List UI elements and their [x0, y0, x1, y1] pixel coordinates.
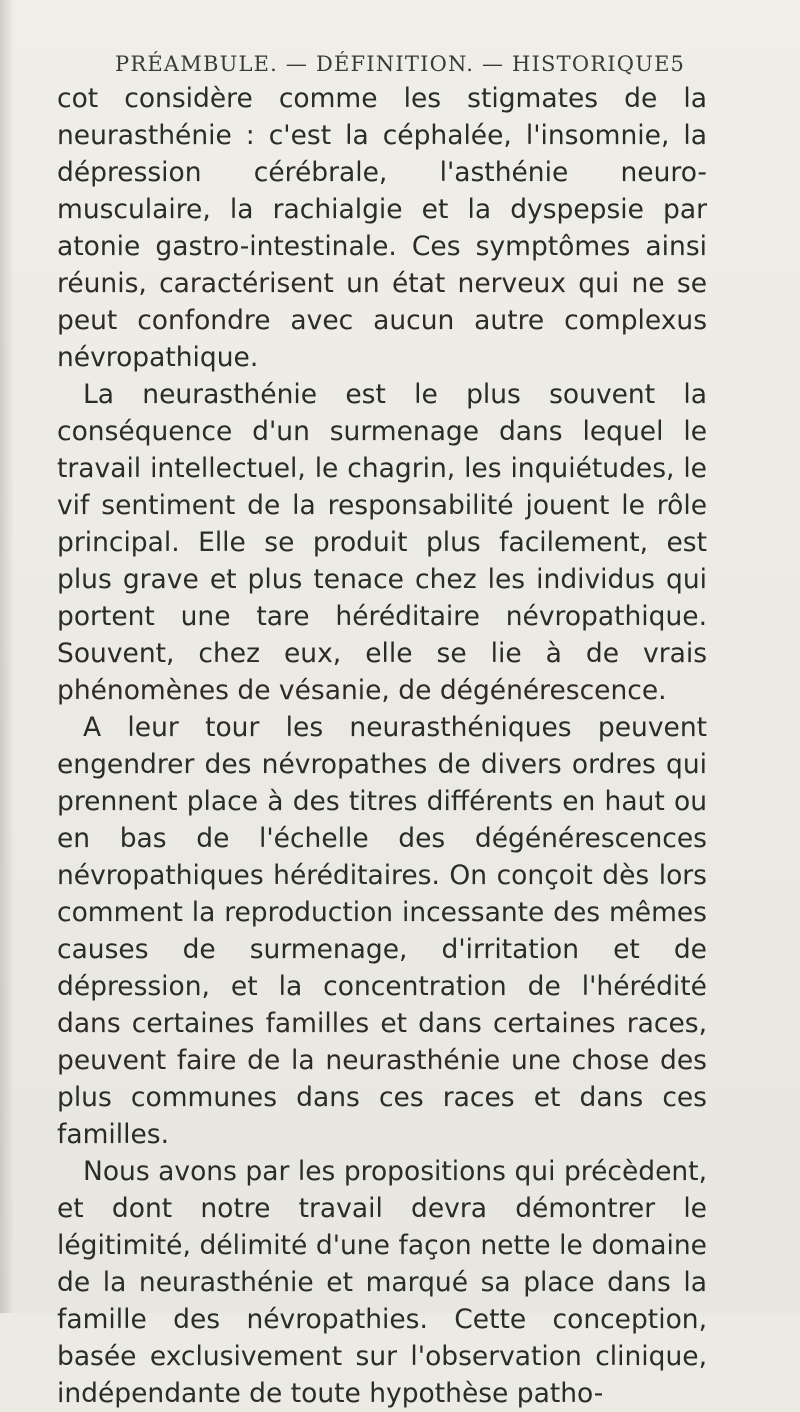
running-header-title: PRÉAMBULE. — DÉFINITION. — HISTORIQUE: [115, 52, 671, 76]
paragraph-continued: cot considère comme les stigmates de la neurasthénie : c'est la céphalée, l'insomnie, la dépression cérébrale, l'asthénie neuro-musculaire, la rachialgie et la dyspepsie par atonie gastro-intestinale. Ces symptômes ainsi réunis, caractérisent un état nerveux qui ne se peut confondre avec aucun autre complexus névropathique.: [57, 83, 707, 373]
paragraph: La neurasthénie est le plus souvent la conséquence d'un surmenage dans lequel le travail intellectuel, le chagrin, les inquiétudes, le vif sentiment de la responsabilité jouent le rôle principal. Elle se produit plus facilement, est plus grave et plus tenace chez les individus qui portent une tare héréditaire névropathique. Souvent, chez eux, elle se lie à de vrais phénomènes de vésanie, de dégénérescence.: [57, 379, 707, 706]
running-header: [115, 52, 685, 82]
paragraph: Nous avons par les propositions qui précèdent, et dont notre travail devra démontrer le légitimité, délimité d'une façon nette le domaine de la neurasthénie et marqué sa place dans la famille des névropathies. Cette conception, basée exclusivement sur l'observation clinique, indépendante de toute hypothèse patho-: [57, 1156, 707, 1409]
page-edge-shadow: [0, 0, 14, 1313]
body-text: [57, 80, 707, 1412]
page-number: 5: [670, 52, 685, 76]
paragraph: A leur tour les neurasthéniques peuvent engendrer des névropathes de divers ordres qui prennent place à des titres différents en haut ou en bas de l'échelle des dégénérescences névropathiques héréditaires. On conçoit dès lors comment la reproduction incessante des mêmes causes de surmenage, d'irritation et de dépression, et la concentration de l'hérédité dans certaines familles et dans certaines races, peuvent faire de la neurasthénie une chose des plus communes dans ces races et dans ces familles.: [57, 712, 707, 1150]
